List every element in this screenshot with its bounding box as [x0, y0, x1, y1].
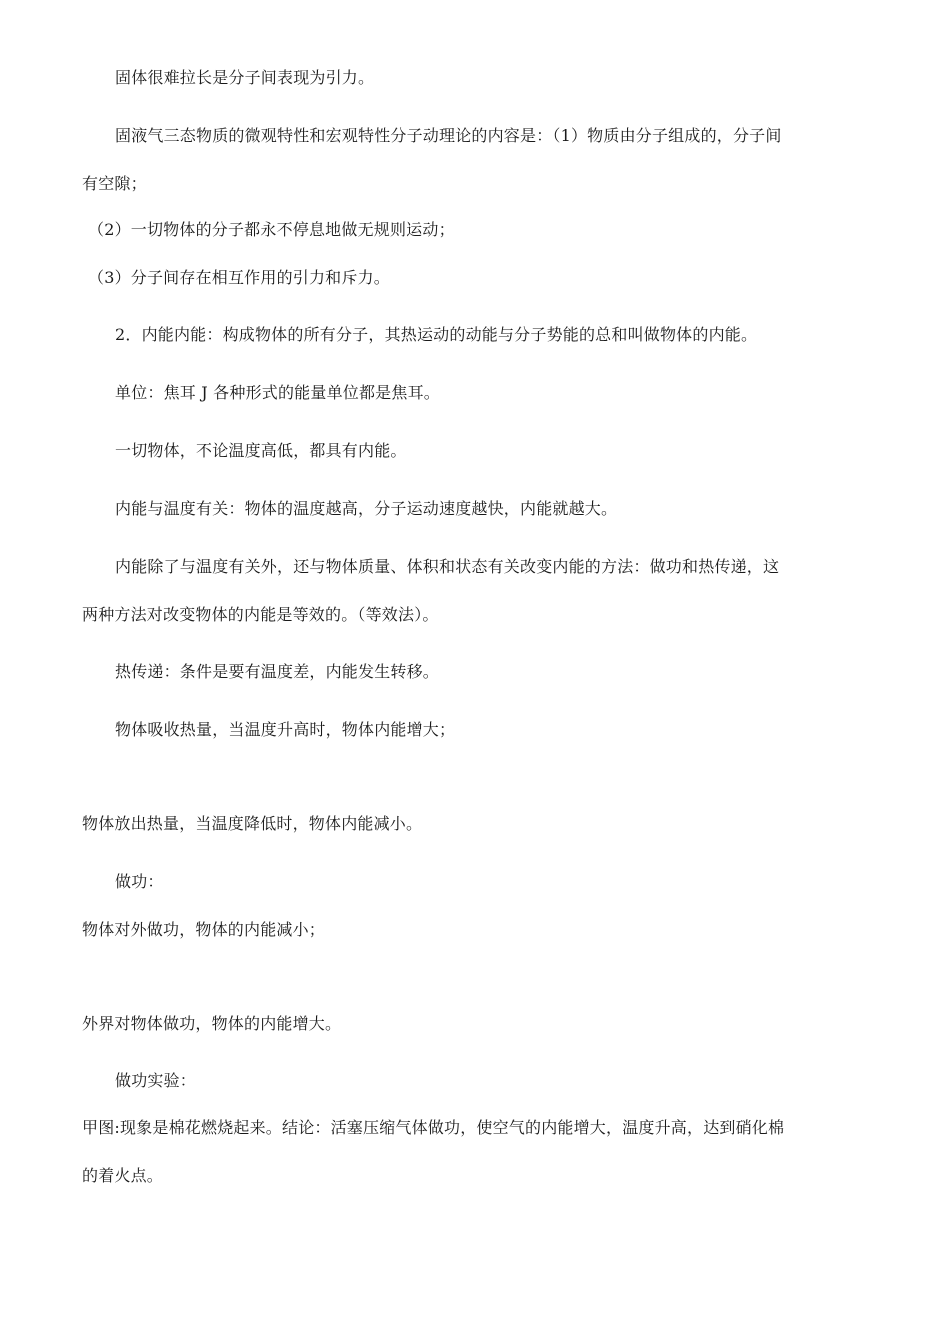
paragraph-absorb-heat: 物体吸收热量，当温度升高时，物体内能增大； [115, 720, 456, 739]
paragraph-internal-energy-definition: 2．内能内能：构成物体的所有分子，其热运动的动能与分子势能的总和叫做物体的内能。 [115, 325, 758, 344]
paragraph-work-inward: 外界对物体做功，物体的内能增大。 [82, 1014, 342, 1033]
list-item-2: （2）一切物体的分子都永不停息地做无规则运动； [88, 220, 455, 239]
paragraph-experiment-a-line1: 甲图:现象是棉花燃烧起来。结论：活塞压缩气体做功，使空气的内能增大，温度升高，达到硝化棉 [82, 1118, 785, 1137]
heading-work-experiment: 做功实验： [115, 1071, 197, 1090]
paragraph-molecular-theory-line2: 有空隙； [82, 174, 147, 193]
paragraph-molecular-theory-line1: 固液气三态物质的微观特性和宏观特性分子动理论的内容是：（1）物质由分子组成的，分子间 [115, 126, 782, 145]
paragraph-work-outward: 物体对外做功，物体的内能减小； [82, 920, 326, 939]
paragraph-solid-attraction: 固体很难拉长是分子间表现为引力。 [115, 68, 375, 87]
paragraph-experiment-a-line2: 的着火点。 [82, 1166, 164, 1185]
heading-work: 做功： [115, 872, 164, 891]
paragraph-change-methods-line1: 内能除了与温度有关外，还与物体质量、体积和状态有关改变内能的方法：做功和热传递，这 [115, 557, 780, 576]
paragraph-change-methods-line2: 两种方法对改变物体的内能是等效的。（等效法）。 [82, 605, 439, 624]
paragraph-temperature-relation: 内能与温度有关：物体的温度越高，分子运动速度越快，内能就越大。 [115, 499, 618, 518]
paragraph-heat-transfer: 热传递：条件是要有温度差，内能发生转移。 [115, 662, 440, 681]
paragraph-release-heat: 物体放出热量，当温度降低时，物体内能减小。 [82, 814, 423, 833]
paragraph-unit: 单位：焦耳 J 各种形式的能量单位都是焦耳。 [115, 383, 440, 402]
paragraph-all-objects: 一切物体，不论温度高低，都具有内能。 [115, 441, 407, 460]
list-item-3: （3）分子间存在相互作用的引力和斥力。 [88, 268, 390, 287]
